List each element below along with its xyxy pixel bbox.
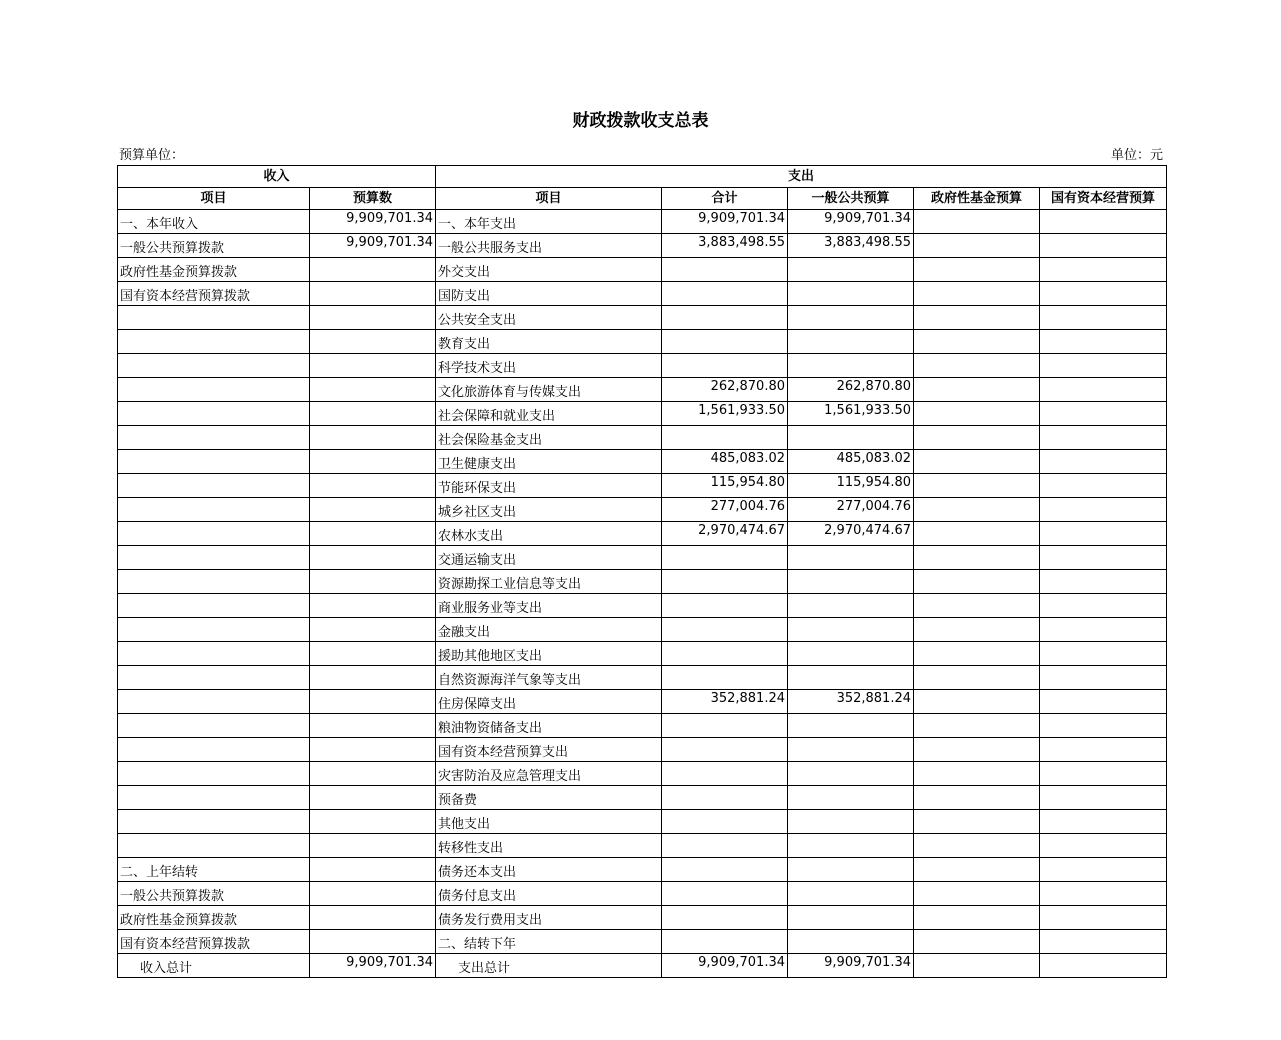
total-cell (662, 258, 788, 282)
expense-item-cell: 自然资源海洋气象等支出 (436, 666, 662, 690)
total-cell: 1,561,933.50 (662, 402, 788, 426)
state-capital-cell (1040, 258, 1167, 282)
income-budget-cell (310, 522, 436, 546)
gov-fund-total-value (914, 954, 1040, 978)
header-row-groups (118, 166, 1167, 188)
income-item-cell (118, 522, 310, 546)
general-public-cell (788, 306, 914, 330)
total-cell (662, 282, 788, 306)
total-cell: 9,909,701.34 (662, 210, 788, 234)
total-cell: 3,883,498.55 (662, 234, 788, 258)
general-public-cell (788, 906, 914, 930)
state-capital-cell (1040, 762, 1167, 786)
general-public-cell: 2,970,474.67 (788, 522, 914, 546)
table-row (118, 498, 1167, 522)
income-item-cell: 一般公共预算拨款 (118, 234, 310, 258)
state-capital-cell (1040, 570, 1167, 594)
total-cell (662, 354, 788, 378)
income-item-cell (118, 474, 310, 498)
budget-unit-label: 预算单位： (119, 148, 185, 163)
gov-fund-cell (914, 258, 1040, 282)
gov-fund-cell (914, 810, 1040, 834)
state-capital-cell (1040, 402, 1167, 426)
income-budget-cell (310, 450, 436, 474)
income-item-cell (118, 642, 310, 666)
income-item-cell (118, 762, 310, 786)
expense-item-cell: 外交支出 (436, 258, 662, 282)
state-capital-cell (1040, 786, 1167, 810)
total-cell: 277,004.76 (662, 498, 788, 522)
gov-fund-cell (914, 426, 1040, 450)
gov-fund-cell (914, 546, 1040, 570)
expense-item-cell: 债务发行费用支出 (436, 906, 662, 930)
state-capital-cell (1040, 642, 1167, 666)
expense-item-cell: 商业服务业等支出 (436, 594, 662, 618)
table-row (118, 858, 1167, 882)
gov-fund-cell (914, 714, 1040, 738)
state-capital-cell (1040, 930, 1167, 954)
state-capital-cell (1040, 834, 1167, 858)
state-capital-cell (1040, 714, 1167, 738)
income-budget-cell (310, 258, 436, 282)
income-item-cell (118, 378, 310, 402)
income-budget-cell (310, 834, 436, 858)
table-row (118, 738, 1167, 762)
table-row (118, 594, 1167, 618)
general-public-cell (788, 810, 914, 834)
gov-fund-cell (914, 594, 1040, 618)
expense-item-cell: 教育支出 (436, 330, 662, 354)
gov-fund-cell (914, 858, 1040, 882)
general-public-cell (788, 354, 914, 378)
general-public-header: 一般公共预算 (788, 188, 914, 210)
gov-fund-cell (914, 450, 1040, 474)
gov-fund-cell (914, 906, 1040, 930)
gov-fund-cell (914, 786, 1040, 810)
income-group-header: 收入 (118, 166, 436, 188)
income-item-cell (118, 738, 310, 762)
general-public-cell (788, 714, 914, 738)
total-cell: 352,881.24 (662, 690, 788, 714)
table-row (118, 450, 1167, 474)
income-item-cell: 二、上年结转 (118, 858, 310, 882)
expense-item-cell: 金融支出 (436, 618, 662, 642)
table-row (118, 762, 1167, 786)
income-item-cell: 国有资本经营预算拨款 (118, 930, 310, 954)
general-public-cell (788, 642, 914, 666)
general-public-cell: 115,954.80 (788, 474, 914, 498)
total-cell (662, 810, 788, 834)
income-budget-cell (310, 762, 436, 786)
total-cell (662, 306, 788, 330)
gov-fund-cell (914, 762, 1040, 786)
income-item-header: 项目 (118, 188, 310, 210)
expense-item-cell: 住房保障支出 (436, 690, 662, 714)
gov-fund-cell (914, 522, 1040, 546)
table-row (118, 906, 1167, 930)
expense-group-header: 支出 (436, 166, 1167, 188)
table-row (118, 522, 1167, 546)
expense-item-cell: 农林水支出 (436, 522, 662, 546)
income-total-label: 收入总计 (118, 954, 310, 978)
expense-item-cell: 城乡社区支出 (436, 498, 662, 522)
table-row (118, 426, 1167, 450)
general-public-cell (788, 786, 914, 810)
total-cell (662, 330, 788, 354)
income-budget-cell (310, 858, 436, 882)
expense-item-cell: 国防支出 (436, 282, 662, 306)
gov-fund-cell (914, 306, 1040, 330)
general-public-cell (788, 738, 914, 762)
income-budget-cell (310, 306, 436, 330)
general-public-cell (788, 546, 914, 570)
expense-item-cell: 文化旅游体育与传媒支出 (436, 378, 662, 402)
state-capital-cell (1040, 474, 1167, 498)
currency-unit-label: 单位：元 (1110, 148, 1163, 163)
income-item-cell (118, 426, 310, 450)
general-public-cell (788, 858, 914, 882)
gov-fund-header: 政府性基金预算 (914, 188, 1040, 210)
gov-fund-cell (914, 378, 1040, 402)
expense-item-cell: 援助其他地区支出 (436, 642, 662, 666)
income-budget-cell (310, 330, 436, 354)
expense-item-cell: 科学技术支出 (436, 354, 662, 378)
income-item-cell (118, 330, 310, 354)
total-cell (662, 762, 788, 786)
general-public-cell (788, 834, 914, 858)
gov-fund-cell (914, 498, 1040, 522)
expense-item-cell: 预备费 (436, 786, 662, 810)
general-public-cell (788, 666, 914, 690)
total-cell (662, 930, 788, 954)
total-cell: 115,954.80 (662, 474, 788, 498)
expense-item-header: 项目 (436, 188, 662, 210)
income-item-cell: 一、本年收入 (118, 210, 310, 234)
general-public-cell (788, 882, 914, 906)
state-capital-total-value (1040, 954, 1167, 978)
total-header: 合计 (662, 188, 788, 210)
income-item-cell (118, 402, 310, 426)
income-budget-cell (310, 906, 436, 930)
total-cell (662, 906, 788, 930)
general-public-cell: 9,909,701.34 (788, 210, 914, 234)
table-row (118, 618, 1167, 642)
totals-row (118, 954, 1167, 978)
income-budget-header: 预算数 (310, 188, 436, 210)
table-row (118, 546, 1167, 570)
table-row (118, 642, 1167, 666)
income-total-value: 9,909,701.34 (310, 954, 436, 978)
expense-item-cell: 节能环保支出 (436, 474, 662, 498)
income-budget-cell (310, 474, 436, 498)
income-item-cell (118, 786, 310, 810)
expense-item-cell: 卫生健康支出 (436, 450, 662, 474)
income-budget-cell: 9,909,701.34 (310, 234, 436, 258)
total-cell (662, 882, 788, 906)
gov-fund-cell (914, 234, 1040, 258)
income-item-cell (118, 690, 310, 714)
gov-fund-cell (914, 690, 1040, 714)
total-cell (662, 666, 788, 690)
income-budget-cell (310, 570, 436, 594)
gov-fund-cell (914, 210, 1040, 234)
state-capital-cell (1040, 450, 1167, 474)
income-item-cell (118, 546, 310, 570)
expense-item-cell: 粮油物资储备支出 (436, 714, 662, 738)
expense-item-cell: 资源勘探工业信息等支出 (436, 570, 662, 594)
state-capital-cell (1040, 738, 1167, 762)
income-item-cell (118, 594, 310, 618)
table-body (118, 166, 1167, 978)
expense-item-cell: 公共安全支出 (436, 306, 662, 330)
table-row (118, 354, 1167, 378)
income-item-cell: 国有资本经营预算拨款 (118, 282, 310, 306)
table-row (118, 258, 1167, 282)
expense-item-cell: 其他支出 (436, 810, 662, 834)
expense-item-cell: 债务还本支出 (436, 858, 662, 882)
income-budget-cell (310, 738, 436, 762)
income-item-cell (118, 834, 310, 858)
general-public-cell: 277,004.76 (788, 498, 914, 522)
gov-fund-cell (914, 738, 1040, 762)
income-budget-cell (310, 402, 436, 426)
general-public-cell (788, 618, 914, 642)
table-row (118, 234, 1167, 258)
state-capital-cell (1040, 498, 1167, 522)
income-item-cell (118, 714, 310, 738)
expense-item-cell: 社会保障和就业支出 (436, 402, 662, 426)
total-cell (662, 858, 788, 882)
income-budget-cell (310, 282, 436, 306)
gov-fund-cell (914, 354, 1040, 378)
table-row (118, 834, 1167, 858)
expense-item-cell: 一般公共服务支出 (436, 234, 662, 258)
income-budget-cell (310, 690, 436, 714)
state-capital-cell (1040, 210, 1167, 234)
income-budget-cell (310, 810, 436, 834)
income-budget-cell: 9,909,701.34 (310, 210, 436, 234)
state-capital-cell (1040, 666, 1167, 690)
state-capital-cell (1040, 546, 1167, 570)
general-public-cell: 262,870.80 (788, 378, 914, 402)
total-cell (662, 594, 788, 618)
total-cell: 2,970,474.67 (662, 522, 788, 546)
expense-total-label: 支出总计 (436, 954, 662, 978)
income-budget-cell (310, 354, 436, 378)
income-item-cell (118, 570, 310, 594)
income-item-cell (118, 450, 310, 474)
state-capital-cell (1040, 858, 1167, 882)
income-budget-cell (310, 714, 436, 738)
income-item-cell (118, 810, 310, 834)
general-public-cell: 3,883,498.55 (788, 234, 914, 258)
total-cell (662, 426, 788, 450)
state-capital-header: 国有资本经营预算 (1040, 188, 1167, 210)
expense-item-cell: 国有资本经营预算支出 (436, 738, 662, 762)
general-public-cell (788, 282, 914, 306)
general-public-cell (788, 930, 914, 954)
general-public-cell (788, 594, 914, 618)
general-public-cell (788, 426, 914, 450)
table-row (118, 210, 1167, 234)
state-capital-cell (1040, 594, 1167, 618)
total-cell (662, 834, 788, 858)
expense-item-cell: 交通运输支出 (436, 546, 662, 570)
header-row-columns (118, 188, 1167, 210)
income-item-cell: 政府性基金预算拨款 (118, 258, 310, 282)
gov-fund-cell (914, 642, 1040, 666)
income-budget-cell (310, 426, 436, 450)
general-public-total-value: 9,909,701.34 (788, 954, 914, 978)
total-cell (662, 714, 788, 738)
table-row (118, 330, 1167, 354)
gov-fund-cell (914, 570, 1040, 594)
income-item-cell (118, 354, 310, 378)
expense-item-cell: 灾害防治及应急管理支出 (436, 762, 662, 786)
general-public-cell (788, 330, 914, 354)
expense-total-value: 9,909,701.34 (662, 954, 788, 978)
state-capital-cell (1040, 306, 1167, 330)
general-public-cell (788, 258, 914, 282)
table-row (118, 282, 1167, 306)
state-capital-cell (1040, 330, 1167, 354)
gov-fund-cell (914, 330, 1040, 354)
expense-item-cell: 一、本年支出 (436, 210, 662, 234)
expense-item-cell: 转移性支出 (436, 834, 662, 858)
income-item-cell (118, 306, 310, 330)
state-capital-cell (1040, 354, 1167, 378)
income-budget-cell (310, 618, 436, 642)
state-capital-cell (1040, 426, 1167, 450)
total-cell (662, 738, 788, 762)
gov-fund-cell (914, 930, 1040, 954)
table-row (118, 690, 1167, 714)
total-cell (662, 570, 788, 594)
table-row (118, 474, 1167, 498)
expense-item-cell: 二、结转下年 (436, 930, 662, 954)
gov-fund-cell (914, 282, 1040, 306)
general-public-cell: 485,083.02 (788, 450, 914, 474)
table-row (118, 306, 1167, 330)
table-row (118, 378, 1167, 402)
state-capital-cell (1040, 522, 1167, 546)
income-item-cell: 政府性基金预算拨款 (118, 906, 310, 930)
page-title: 财政拨款收支总表 (572, 111, 709, 131)
table-row (118, 786, 1167, 810)
state-capital-cell (1040, 234, 1167, 258)
general-public-cell (788, 570, 914, 594)
income-item-cell (118, 498, 310, 522)
gov-fund-cell (914, 402, 1040, 426)
table-row (118, 810, 1167, 834)
total-cell: 262,870.80 (662, 378, 788, 402)
table-row (118, 570, 1167, 594)
income-item-cell (118, 666, 310, 690)
general-public-cell: 1,561,933.50 (788, 402, 914, 426)
table-row (118, 402, 1167, 426)
income-budget-cell (310, 666, 436, 690)
income-budget-cell (310, 498, 436, 522)
table-row (118, 930, 1167, 954)
gov-fund-cell (914, 618, 1040, 642)
table-row (118, 882, 1167, 906)
gov-fund-cell (914, 474, 1040, 498)
budget-summary-table (117, 165, 1167, 978)
general-public-cell (788, 762, 914, 786)
total-cell (662, 618, 788, 642)
expense-item-cell: 债务付息支出 (436, 882, 662, 906)
income-item-cell (118, 618, 310, 642)
state-capital-cell (1040, 378, 1167, 402)
state-capital-cell (1040, 906, 1167, 930)
state-capital-cell (1040, 810, 1167, 834)
gov-fund-cell (914, 882, 1040, 906)
income-budget-cell (310, 786, 436, 810)
income-budget-cell (310, 930, 436, 954)
general-public-cell: 352,881.24 (788, 690, 914, 714)
total-cell (662, 546, 788, 570)
state-capital-cell (1040, 690, 1167, 714)
state-capital-cell (1040, 618, 1167, 642)
income-item-cell: 一般公共预算拨款 (118, 882, 310, 906)
total-cell: 485,083.02 (662, 450, 788, 474)
gov-fund-cell (914, 834, 1040, 858)
total-cell (662, 786, 788, 810)
state-capital-cell (1040, 882, 1167, 906)
income-budget-cell (310, 594, 436, 618)
total-cell (662, 642, 788, 666)
income-budget-cell (310, 642, 436, 666)
gov-fund-cell (914, 666, 1040, 690)
expense-item-cell: 社会保险基金支出 (436, 426, 662, 450)
table-row (118, 666, 1167, 690)
income-budget-cell (310, 882, 436, 906)
state-capital-cell (1040, 282, 1167, 306)
income-budget-cell (310, 546, 436, 570)
income-budget-cell (310, 378, 436, 402)
table-row (118, 714, 1167, 738)
